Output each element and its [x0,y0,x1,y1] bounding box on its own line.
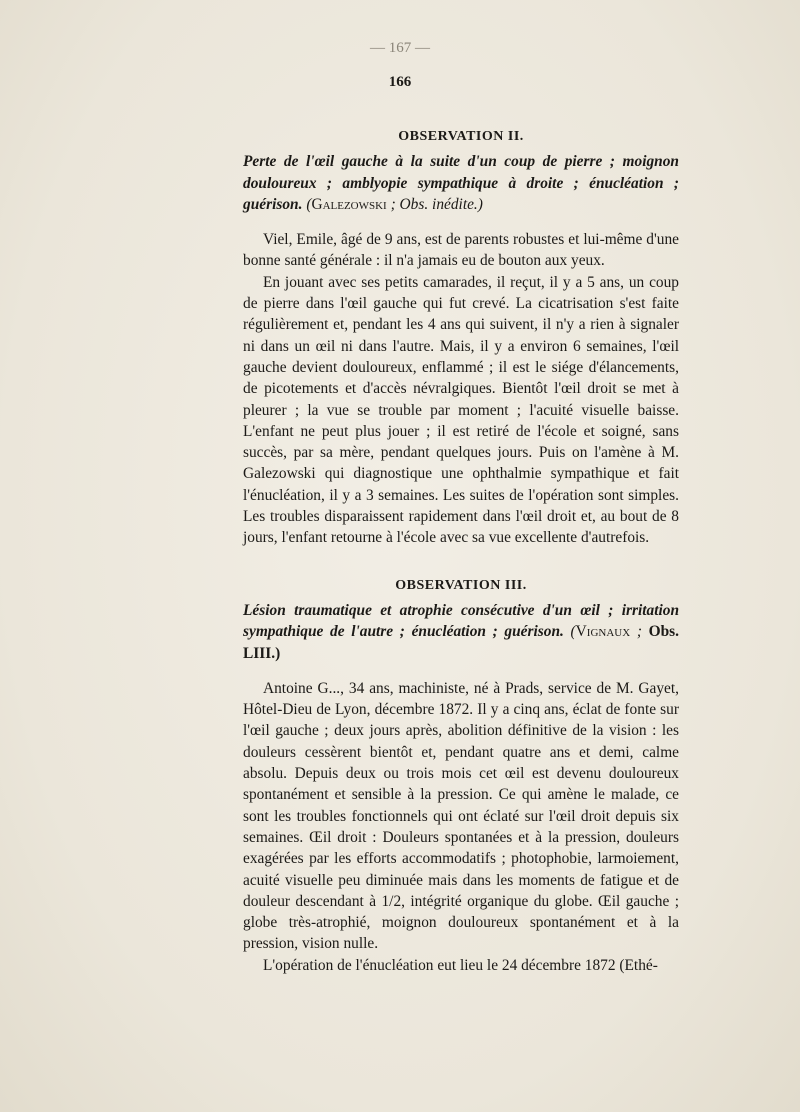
source-suffix: ; Obs. inédite.) [386,195,483,213]
observation-3-paragraph: Antoine G..., 34 ans, machiniste, né à Prads, service de M. Gayet, Hôtel-Dieu de Lyon, décembre 1872. Il y a cinq ans, éclat de fonte sur l'œil gauche ; deux jours après, abolition définitive de la vision : les douleurs cessèrent bientôt et, pendant quatre ans et demi, calme absolu. Depuis deux ou trois mois cet œil est devenu douloureux spontanément et sensible à la pression. Ce qui amène le malade, ce sont les troubles fonctionnels qui ont éclaté sur l'œil droit depuis six semaines. Œil droit : Douleurs spontanées et à la pression, douleurs exagérées par les efforts accommodatifs ; photophobie, larmoiement, acuité visuelle peu diminuée mais dans les moments de fatigue et de douleur descendant à 1/2, intégrité organique du globe. Œil gauche ; globe très-atrophié, moignon douloureux spontanément et à la pression, vision nulle. [243,679,679,953]
observation-2-source [306,196,483,213]
page-body [243,96,679,976]
observation-3-heading: OBSERVATION III. [395,577,527,593]
observation-2-heading: OBSERVATION II. [398,129,524,144]
observation-2-title-text: Perte de l'œil gauche à la suite d'un coup de pierre ; moignon douloureux ; amblyopie sympathique à droite ; énucléation ; guérison. [243,153,679,213]
observation-2-paragraph: Viel, Emile, âgé de 9 ans, est de parents robustes et lui-même d'une bonne santé générale : il n'a jamais eu de bouton aux yeux. [243,231,679,270]
source-reference: Obs. LIII.) [243,623,679,662]
page-number: 166 [388,74,412,90]
source-suffix: ; [630,623,649,641]
observation-3-title-text: Lésion traumatique et atrophie consécutive d'un œil ; irritation sympathique de l'autre ; énucléation ; guérison. [243,601,679,641]
observation-2-title [243,151,679,215]
observation-3-paragraph: L'opération de l'énucléation eut lieu le 24 décembre 1872 (Ethé- [263,956,658,974]
running-folio: — 167 — [370,40,430,56]
observation-3-title [243,600,679,664]
observation-2-paragraph: En jouant avec ses petits camarades, il reçut, il y a 5 ans, un coup de pierre dans l'œil gauche qui fut crevé. La cicatrisation s'est faite régulièrement et, pendant les 4 ans qui suivent, il n'y a rien à signaler ni dans un œil ni dans l'autre. Mais, il y a environ 6 semaines, l'œil gauche devient douloureux, enflammé ; il est le siége d'élancements, de picotements et d'accès névralgiques. Bientôt l'œil droit se met à pleurer ; la vue se trouble par moment ; l'acuité visuelle baisse. L'enfant ne peut plus jouer ; il est retiré de l'école et soigné, sans succès, par sa mère, pendant quelques jours. Puis on l'amène à M. Galezowski qui diagnostique une ophthalmie sympathique et fait l'énucléation, il y a 3 semaines. Les suites de l'opération sont simples. Les troubles disparaissent rapidement dans l'œil droit et, au bout de 8 jours, l'enfant retourne à l'école avec sa vue excellente d'autrefois. [243,273,679,547]
source-prefix: ( [570,623,576,641]
source-author: Galezowski [311,195,387,213]
source-author: Vignaux [575,623,631,641]
source-prefix: ( [306,195,312,213]
